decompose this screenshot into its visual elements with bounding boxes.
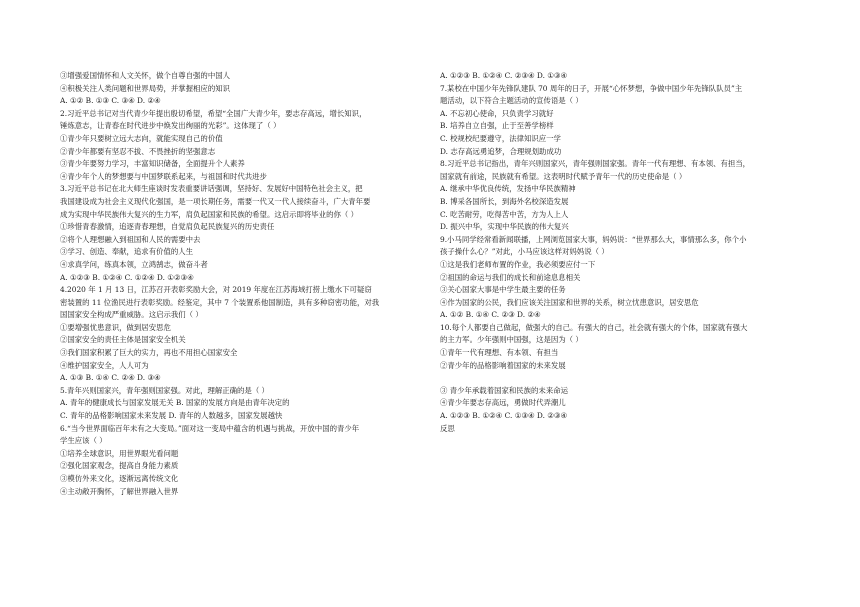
text-line: C. 吃苦耐劳，吃得苦中苦，方为人上人 [440, 209, 569, 219]
text-line: ④青少年个人的梦想要与中国梦联系起来，与祖国和时代共进步 [60, 171, 267, 181]
text-line: ③模仿外来文化，逐渐远离传统文化 [60, 474, 179, 483]
text-line: D. 振兴中华，实现中华民族的伟大复兴 [440, 222, 569, 232]
left-column [60, 70, 428, 498]
text-line: ②青少年的品格影响着国家的未来发展 [440, 360, 566, 370]
text-line: A. ①②③ B. ①②④ C. ①②④ D. ①②③④ [60, 272, 194, 282]
text-line: D. 志存高远勇追梦，合理规划助成功 [440, 146, 562, 156]
text-line: ④主动敞开胸怀，了解世界融入世界 [60, 486, 179, 496]
text-line: ③学习、创造、奉献，追求有价值的人生 [60, 247, 194, 257]
text-line: 密装置的 11 位渔民进行表彰奖励。经鉴定，其中 7 个装置系他国制造，具有多种窃密功能，对我 [60, 297, 380, 307]
text-line: ④青少年要志存高远，勇做时代弄潮儿 [440, 398, 566, 408]
text-line: 10.每个人都要自己做起，做强大的自己。有强大的自己，社会就有强大的个体，国家就有强大 [440, 322, 748, 332]
text-line: ④积极关注人类问题和世界局势，并掌握相应的知识 [60, 83, 230, 93]
text-line: ③我们国家积累了巨大的实力，再也不用担心国家安全 [60, 348, 238, 358]
right-column [440, 70, 820, 435]
text-line: A. ①② B. ①④ C. ②③ D. ②④ [440, 310, 541, 320]
text-line: ①这是我们老师布置的作业，我必须要应付一下 [440, 259, 596, 269]
text-line: ②将个人理想融入到祖国和人民的需要中去 [60, 234, 201, 244]
text-line: 3.习近平总书记在北大师生座谈时发表重要讲话强调，坚持好、发展好中国特色社会主义，把 [60, 184, 363, 194]
text-line: 的主力军。少年强则中国强，这是因为（ ） [440, 335, 583, 345]
text-line: 2.习近平总书记对当代青少年提出殷切希望，希望“全国广大青少年，要志存高远，增长知识， [60, 108, 367, 118]
text-line: 学生应该（ ） [60, 436, 107, 446]
text-line: ③增强爱国情怀和人文关怀，做个自尊自强的中国人 [60, 71, 230, 80]
text-line: ③青少年要努力学习，丰富知识储备，全面提升个人素养 [60, 159, 245, 169]
text-line: 9.小马同学经常看新闻联播，上网浏览国家大事，妈妈说：“世界那么大，事情那么多，你个小 [440, 234, 747, 244]
text-line: 反思 [440, 423, 455, 433]
text-line: A. ①② B. ①③ C. ③④ D. ②④ [60, 96, 161, 106]
text-line: 国国家安全构成严重威胁。这启示我们（ ） [60, 310, 203, 320]
text-line: 国家就有前途，民族就有希望。这表明时代赋予青年一代的历史使命是（ ） [440, 171, 687, 181]
text-line: 5.青年兴则国家兴，青年强则国家强。对此，理解正确的是（ ） [60, 385, 269, 395]
text-line: ④作为国家的公民，我们应该关注国家和世界的关系，树立忧患意识，居安思危 [440, 297, 699, 307]
text-line: ①珍惜青春激情，追逐青春理想，自觉肩负起民族复兴的历史责任 [60, 222, 275, 232]
text-line: ①青少年只要树立远大志向，就能实现自己的价值 [60, 133, 223, 143]
text-line: 成为实现中华民族伟大复兴的生力军，肩负起国家和民族的希望。这启示即将毕业的你（ ） [60, 209, 358, 219]
text-line: ①青年一代有理想、有本领、有担当 [440, 348, 559, 358]
text-line: ②祖国的命运与我们的成长和前途息息相关 [440, 272, 581, 282]
text-line: 7.某校在中国少年先锋队建队 70 周年的日子，开展“心怀梦想，争做中国少年先锋队队员”主 [440, 83, 743, 93]
text-line: ②青少年都要有坚忍不拔、不畏挫折的坚强意志 [60, 146, 216, 156]
text-line: ④求真学问，练真本领，立鸿鹄志，做奋斗者 [60, 259, 208, 269]
text-line: 题活动，以下符合主题活动的宣传语是（ ） [440, 96, 583, 106]
text-line: ③ 青少年承载着国家和民族的未来命运 [440, 385, 568, 395]
text-line: 8.习近平总书记指出，青年兴则国家兴，青年强则国家强。青年一代有理想、有本领、有担当， [440, 159, 751, 169]
text-line: A. ①②③ B. ①②④ C. ②③④ D. ①③④ [440, 71, 568, 80]
text-line: ②国家安全的责任主体是国家安全机关 [60, 335, 186, 345]
text-line: 孩子操什么心？”对此，小马应该这样对妈妈说（ ） [440, 247, 609, 257]
text-line: ②强化国家观念，提高自身能力素质 [60, 461, 179, 471]
text-line: B. 博采各国所长，到海外名校深造发展 [440, 196, 569, 206]
text-line: A. 继承中华优良传统，发扬中华民族精神 [440, 184, 576, 194]
text-line: ④维护国家安全，人人可为 [60, 360, 149, 370]
text-line: 6.“当今世界面临百年未有之大变局。”面对这一变局中蕴含的机遇与挑战，开放中国的青少年 [60, 423, 360, 433]
text-line: 我国建设成为社会主义现代化强国，是一项长期任务，需要一代又一代人接续奋斗，广大青年要 [60, 196, 371, 206]
text-line: B. 培养自立自强，止于至善学榜样 [440, 121, 554, 131]
text-line: 锤炼意志，让青春在时代进步中焕发出绚丽的光彩”。这体现了（ ） [60, 121, 281, 131]
text-line: C. 校规校纪要遵守，法律知识应一学 [440, 133, 561, 143]
text-line: ①培养全球意识，用世界眼光看问题 [60, 448, 179, 458]
text-line: C. 青年的品格影响国家未来发展 D. 青年的人数越多，国家发展越快 [60, 411, 283, 421]
text-line: A. ①③ B. ①④ C. ②④ D. ③④ [60, 373, 161, 383]
text-line: A. 青年的健康成长与国家发展无关 B. 国家的发展方向是由青年决定的 [60, 398, 290, 408]
text-line: A. ①②③ B. ①②④ C. ①③④ D. ②③④ [440, 411, 568, 421]
text-line: A. 不忘初心使命，只负责学习就好 [440, 108, 554, 118]
blank-line [440, 372, 820, 385]
text-line: ①要增强忧患意识，做到居安思危 [60, 322, 171, 332]
text-line: ③关心国家大事是中学生最主要的任务 [440, 285, 566, 295]
text-line: 4.2020 年 1 月 13 日，江苏召开表彰奖励大会，对 2019 年度在江苏海域打捞上缴水下可疑窃 [60, 285, 372, 295]
